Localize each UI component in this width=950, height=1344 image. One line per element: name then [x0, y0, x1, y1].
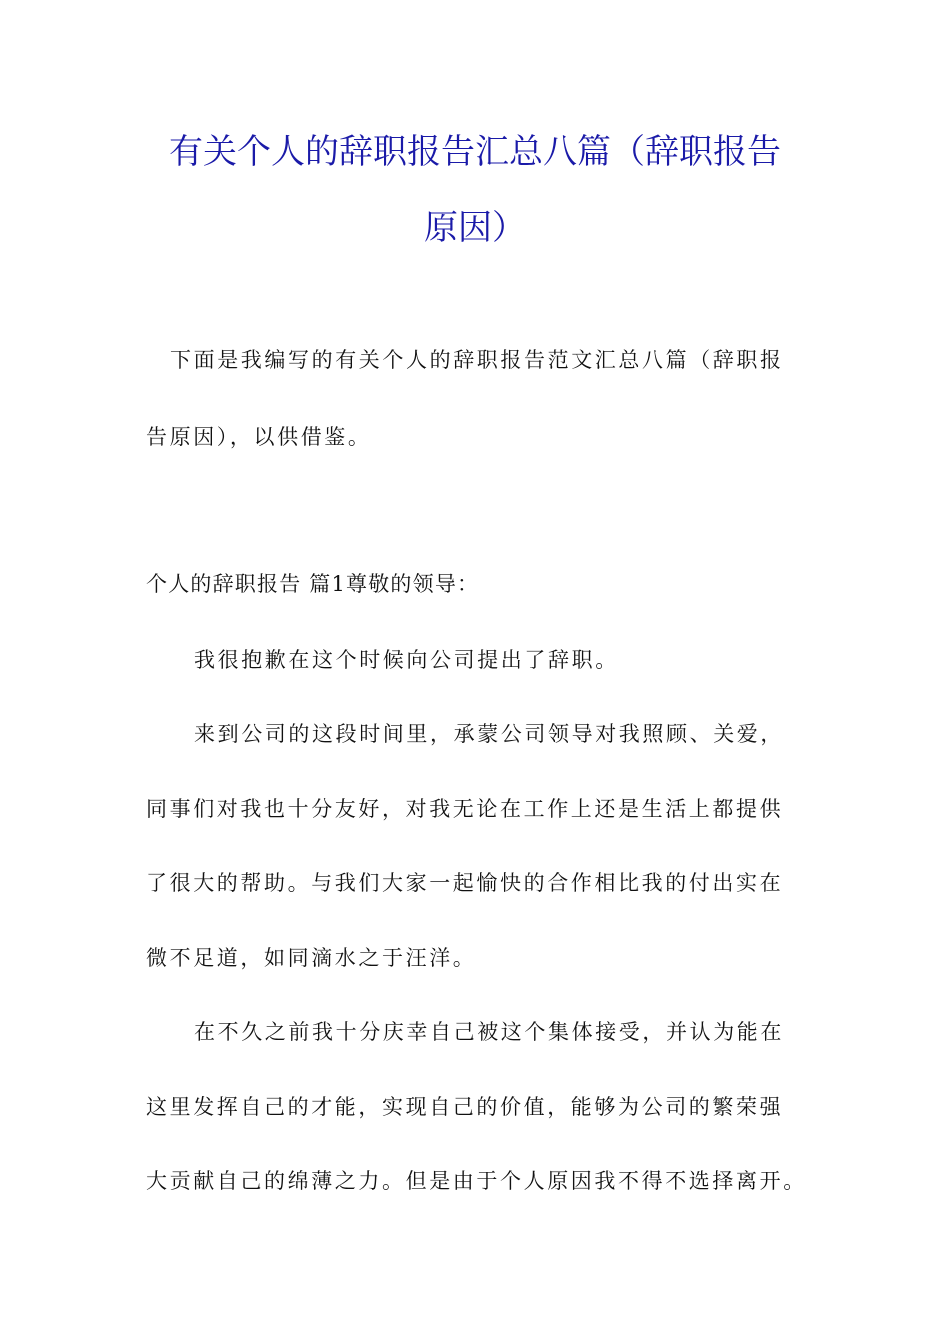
paragraph-3-line-1: 在不久之前我十分庆幸自己被这个集体接受，并认为能在	[194, 1020, 784, 1044]
paragraph-2-line-1: 来到公司的这段时间里，承蒙公司领导对我照顾、关爱，	[194, 722, 784, 746]
paragraph-2-line-3: 了很大的帮助。与我们大家一起愉快的合作相比我的付出实在	[146, 871, 784, 895]
intro-line-2: 告原因），以供借鉴。	[146, 425, 372, 449]
document-title-line-2: 原因）	[424, 208, 526, 248]
intro-line-1: 下面是我编写的有关个人的辞职报告范文汇总八篇（辞职报	[170, 348, 784, 372]
paragraph-3-line-2: 这里发挥自己的才能，实现自己的价值，能够为公司的繁荣强	[146, 1095, 784, 1119]
paragraph-3-line-3: 大贡献自己的绵薄之力。但是由于个人原因我不得不选择离开。	[146, 1169, 807, 1193]
section-heading: 个人的辞职报告 篇1尊敬的领导：	[146, 572, 480, 596]
paragraph-2-line-2: 同事们对我也十分友好，对我无论在工作上还是生活上都提供	[146, 797, 784, 821]
document-title-line-1: 有关个人的辞职报告汇总八篇（辞职报告	[169, 132, 781, 172]
paragraph-2-line-4: 微不足道，如同滴水之于汪洋。	[146, 946, 477, 970]
paragraph-1-line-1: 我很抱歉在这个时候向公司提出了辞职。	[194, 648, 619, 672]
